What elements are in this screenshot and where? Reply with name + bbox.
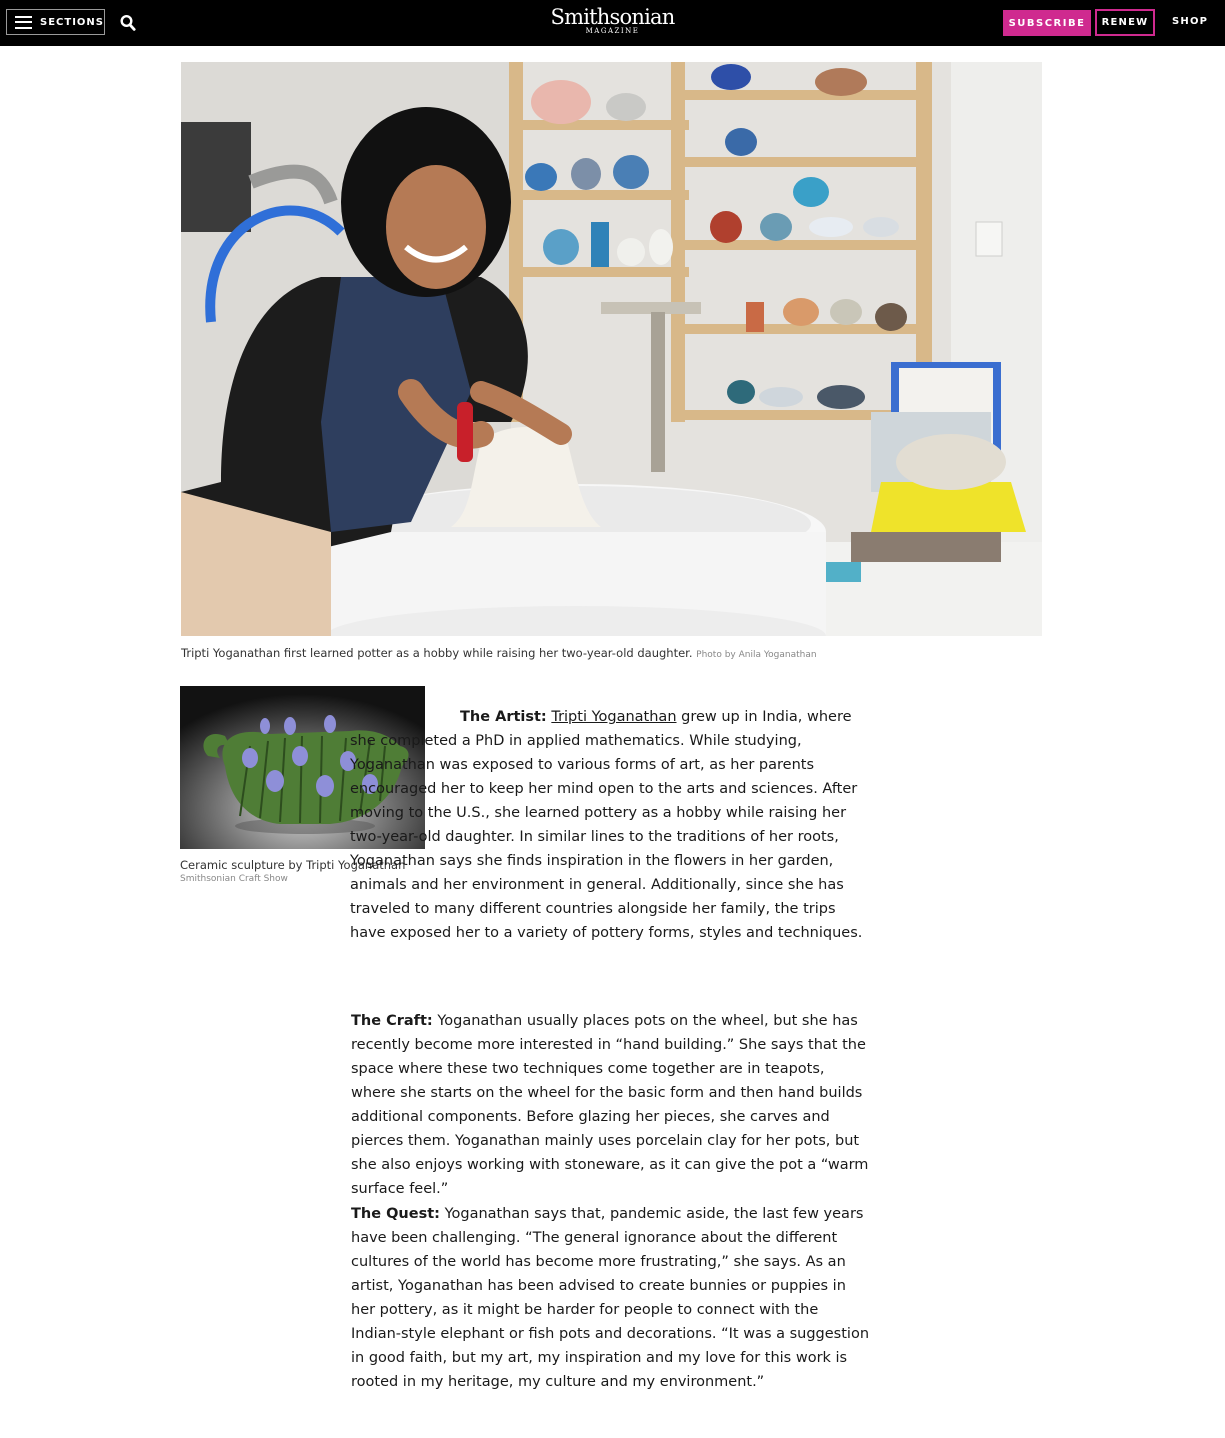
- renew-button[interactable]: RENEW: [1095, 9, 1155, 36]
- hero-caption-text: Tripti Yoganathan first learned potter as a hobby while raising her two-year-old daughter.: [181, 646, 693, 660]
- logo-wordmark[interactable]: Smithsonian: [550, 5, 675, 29]
- artist-name-link[interactable]: Tripti Yoganathan: [551, 709, 677, 725]
- quest-body: Yoganathan says that, pandemic aside, the last few years have been challenging. “The general ignorance about the different cultures of the world has become more frustrating,” she says. As an artist, Yoganathan has been advised to create bunnies or puppies in her pottery, as it might be harder for people to connect with the Indian-style elephant or fish pots and decorations. “It was a suggestion in good faith, but my art, my inspiration and my love for this work is rooted in my heritage, my culture and my environment.”: [351, 1206, 870, 1390]
- artist-heading: The Artist:: [460, 709, 547, 725]
- shop-link[interactable]: SHOP: [1172, 16, 1209, 27]
- craft-heading: The Craft:: [351, 1013, 433, 1029]
- craft-body: Yoganathan usually places pots on the wheel, but she has recently become more interested in “hand building.” She says that the space where these two techniques come together are in teapots, where she starts on the wheel for the basic form and then hand builds additional components. Before glazing her pieces, she carves and pierces them. Yoganathan mainly uses porcelain clay for her pots, but she also enjoys working with stoneware, as it can give the pot a “warm surface feel.”: [351, 1013, 869, 1197]
- top-navigation-bar: [0, 0, 1225, 46]
- side-image-credit: Smithsonian Craft Show: [180, 874, 288, 884]
- artist-paragraph: [350, 705, 870, 945]
- side-caption-text: Ceramic sculpture by Tripti Yoganathan: [180, 858, 406, 872]
- craft-paragraph: [351, 1009, 871, 1201]
- hero-caption: [181, 645, 1042, 663]
- quest-heading: The Quest:: [351, 1206, 440, 1222]
- subscribe-button[interactable]: SUBSCRIBE: [1003, 10, 1091, 36]
- hero-photo-credit: Photo by Anila Yoganathan: [696, 650, 817, 660]
- hero-photo: [181, 62, 1042, 636]
- sections-label: SECTIONS: [40, 16, 104, 28]
- quest-paragraph: [351, 1202, 871, 1394]
- artist-body: grew up in India, where she completed a PhD in applied mathematics. While studying, Yoganathan was exposed to various forms of art, as her parents encouraged her to keep her mind open to the arts and sciences. After moving to the U.S., she learned pottery as a hobby while raising her two-year-old daughter. In similar lines to the traditions of her roots, Yoganathan says she finds inspiration in the flowers in her garden, animals and her environment in general. Additionally, since she has traveled to many different countries alongside her family, the trips have exposed her to a variety of pottery forms, styles and techniques.: [350, 709, 863, 941]
- logo-subtitle: MAGAZINE: [585, 27, 640, 35]
